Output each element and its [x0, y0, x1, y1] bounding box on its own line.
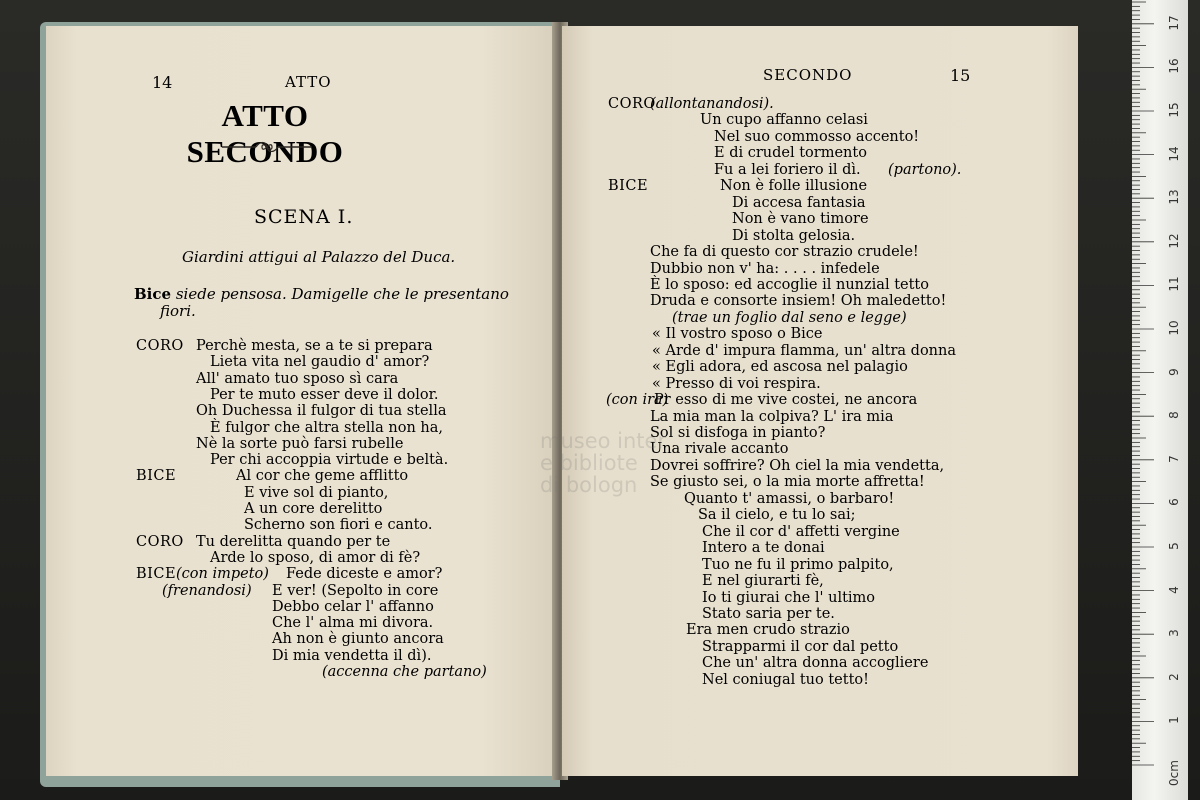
- verse-line: Debbo celar l' affanno: [272, 598, 434, 615]
- ruler-label: 1: [1167, 716, 1181, 725]
- ruler-label: 7: [1167, 454, 1181, 463]
- verse-line: Una rivale accanto: [650, 441, 789, 458]
- speaker-label: (frenandosi): [162, 582, 252, 599]
- verse-line: (allontanandosi).: [650, 96, 774, 112]
- verse-line: « Egli adora, ed ascosa nel palagio: [652, 359, 908, 376]
- verse-line: Di accesa fantasia: [732, 194, 866, 211]
- ruler-label: 11: [1167, 276, 1181, 293]
- verse-line: È lo sposo: ed accoglie il nunzial tetto: [650, 276, 929, 293]
- ruler-label: 16: [1167, 58, 1181, 75]
- verse-line: Per te muto esser deve il dolor.: [210, 386, 439, 403]
- verse-line: Io ti giurai che l' ultimo: [702, 589, 876, 606]
- ruler-label: 4: [1167, 585, 1181, 594]
- verse-line: Di stolta gelosia.: [732, 227, 856, 244]
- verse-line: Per chi accoppia virtude e beltà.: [210, 452, 449, 469]
- verse-line: È fulgor che altra stella non ha,: [210, 419, 444, 436]
- verse-line: Se giusto sei, o la mia morte affretta!: [650, 474, 925, 491]
- verse-line: Che il cor d' affetti vergine: [702, 523, 900, 540]
- verse-line: Non è folle illusione: [720, 178, 868, 195]
- verse-line: La mia man la colpiva? L' ira mia: [650, 408, 894, 425]
- verse-line: Che un' altra donna accogliere: [702, 655, 929, 672]
- verse-line: Lieta vita nel gaudio d' amor?: [210, 354, 430, 371]
- verse-line: (con impeto): [176, 566, 269, 583]
- watermark-line: museo inter: [540, 429, 667, 453]
- verse-line: A un core derelitto: [244, 501, 383, 517]
- verse-line: (trae un foglio dal seno e legge): [672, 309, 907, 326]
- ruler-label: 12: [1167, 233, 1181, 249]
- speaker-label: BICE: [136, 468, 177, 485]
- ruler-label: 3: [1167, 629, 1181, 638]
- ruler-label: 10: [1167, 320, 1181, 336]
- ruler-label: 6: [1167, 498, 1181, 507]
- verse-line: Strapparmi il cor dal petto: [702, 638, 899, 655]
- verse-line: Pr esso di me vive costei, ne ancora: [654, 392, 918, 409]
- verse-line: Al cor che geme afflitto: [236, 468, 409, 485]
- verse-line: Scherno son fiori e canto.: [244, 517, 433, 534]
- ornament-divider-icon: [222, 140, 312, 154]
- speaker-label: (con ira): [606, 392, 669, 409]
- verse-line: Sol si disfoga in pianto?: [650, 425, 826, 441]
- verse-line: Di mia vendetta il dì).: [272, 647, 432, 664]
- left-page-number: 14: [152, 73, 173, 92]
- ruler-label: 13: [1167, 189, 1181, 205]
- verse-line: Nel coniugal tuo tetto!: [702, 671, 869, 688]
- speaker-label: CORO: [136, 533, 184, 550]
- verse-line: Un cupo affanno celasi: [700, 112, 868, 129]
- museum-watermark: [540, 430, 666, 496]
- watermark-line: di bologn: [540, 473, 638, 497]
- verse-line: « Arde d' impura flamma, un' altra donna: [652, 342, 957, 359]
- verse-line: Tuo ne fu il primo palpito,: [702, 556, 894, 573]
- stage-direction-cont: fiori.: [160, 302, 196, 320]
- verse-line-cont: (partono).: [888, 161, 962, 178]
- verse-line: Ah non è giunto ancora: [272, 631, 444, 648]
- verse-line: Era men crudo strazio: [686, 622, 850, 639]
- speaker-label: BICE: [608, 178, 649, 195]
- verse-line: Non è vano timore: [732, 211, 869, 228]
- right-page-number: 15: [950, 66, 971, 85]
- verse-line: Fu a lei foriero il dì.: [714, 161, 861, 178]
- verse-line-cont: Fede diceste e amor?: [286, 566, 443, 583]
- ruler-label: 14: [1167, 145, 1181, 162]
- verse-line: Druda e consorte insiem! Oh maledetto!: [650, 293, 947, 310]
- speaker-label: BICE: [136, 566, 177, 583]
- ruler-label: 5: [1167, 542, 1181, 550]
- verse-line: Dubbio non v' ha: . . . . infedele: [650, 260, 880, 277]
- verse-line: All' amato tuo sposo sì cara: [196, 370, 399, 387]
- scene-setting: Giardini attigui al Palazzo del Duca.: [182, 248, 456, 266]
- verse-line: Intero a te donai: [702, 540, 825, 557]
- verse-line: « Il vostro sposo o Bice: [652, 326, 823, 343]
- verse-line: Dovrei soffrire? Oh ciel la mia vendetta,: [650, 457, 945, 474]
- ruler-label: 9: [1167, 367, 1181, 376]
- verse-line: Sa il cielo, e tu lo sai;: [698, 507, 856, 524]
- verse-line: Oh Duchessa il fulgor di tua stella: [196, 403, 447, 420]
- verse-line: Quanto t' amassi, o barbaro!: [684, 490, 895, 507]
- verse-line: Nè la sorte può farsi rubelle: [196, 435, 404, 452]
- verse-line: E di crudel tormento: [714, 145, 867, 162]
- verse-line: E nel giurarti fè,: [702, 573, 824, 590]
- verse-line: E ver! (Sepolto in core: [272, 582, 439, 599]
- verse-line: Tu derelitta quando per te: [196, 533, 391, 550]
- ruler-unit-label: 0cm: [1167, 760, 1181, 786]
- verse-line: Che l' alma mi divora.: [272, 615, 434, 632]
- verse-line: « Presso di voi respira.: [652, 375, 821, 392]
- left-running-head: ATTO: [285, 73, 332, 91]
- stage-direction-name: Bice: [134, 285, 172, 303]
- speaker-label: CORO: [136, 338, 184, 354]
- act-title: ATTO SECONDO: [186, 98, 344, 169]
- right-running-head: SECONDO: [763, 66, 853, 84]
- verse-line: Stato saria per te.: [702, 605, 835, 622]
- verse-line: (accenna che partano): [322, 664, 487, 680]
- verse-line: Nel suo commosso accento!: [714, 128, 920, 145]
- stage-direction-text: siede pensosa. Damigelle che le presentano: [175, 285, 509, 303]
- ruler-label: 17: [1167, 15, 1181, 31]
- verse-line: Arde lo sposo, di amor di fè?: [210, 549, 421, 566]
- watermark-line: e bibliote: [540, 451, 638, 475]
- verse-line: E vive sol di pianto,: [244, 484, 389, 501]
- verse-line: Perchè mesta, se a te si prepara: [196, 338, 433, 354]
- stage-direction: [134, 286, 509, 303]
- ruler-label: 8: [1167, 411, 1181, 420]
- verse-line: Che fa di questo cor strazio crudele!: [650, 244, 919, 261]
- ruler-label: 15: [1167, 102, 1181, 118]
- ruler-label: 2: [1167, 672, 1181, 681]
- speaker-label: CORO: [608, 96, 656, 112]
- scene-title: SCENA I.: [254, 206, 354, 228]
